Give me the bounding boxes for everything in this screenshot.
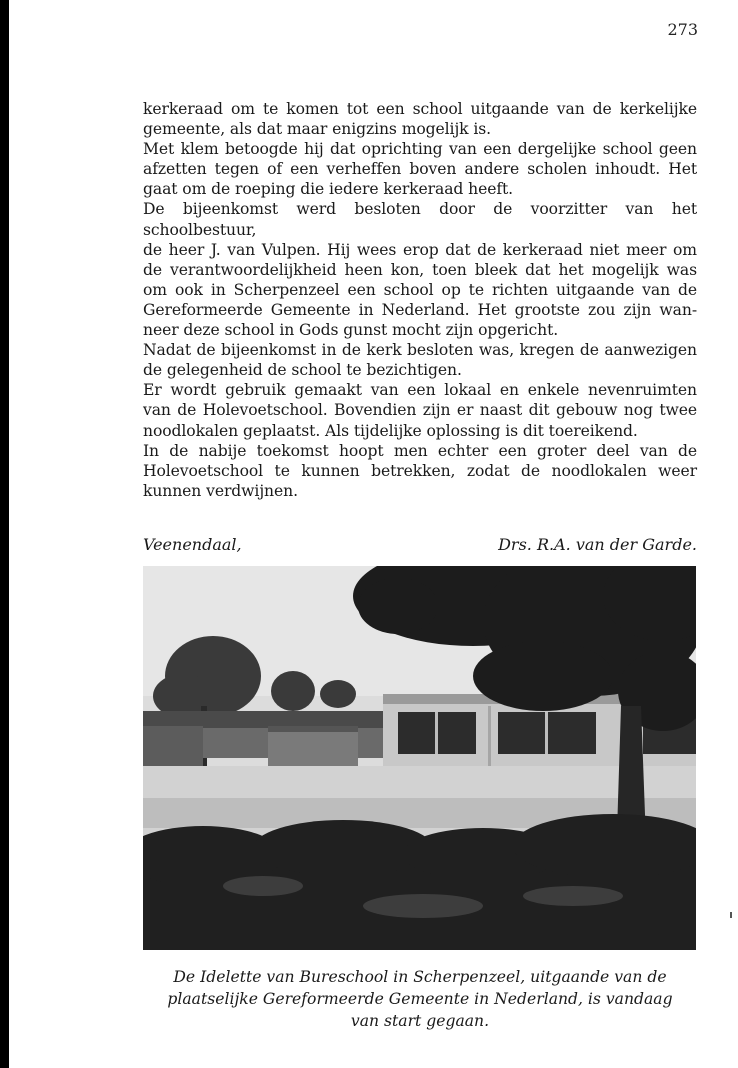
text-line: Holevoetschool te kunnen betrekken, zodat de noodlokalen weer: [143, 461, 697, 480]
page-number: 273: [667, 20, 698, 39]
text-line: noodlokalen geplaatst. Als tijdelijke oplossing is dit toereikend.: [143, 421, 638, 440]
text-line: de verantwoordelijkheid heen kon, toen bleek dat het mogelijk was: [143, 260, 697, 279]
text-line: van de Holevoetschool. Bovendien zijn er naast dit gebouw nog twee: [143, 401, 697, 420]
text-line: de gelegenheid de school te bezichtigen.: [143, 361, 462, 380]
print-mark: [730, 912, 732, 918]
article-body: [143, 99, 697, 501]
photo-caption: [143, 966, 697, 1032]
text-line: Met klem betoogde hij dat oprichting van een dergelijke school geen: [143, 140, 697, 159]
school-photo: [143, 566, 696, 950]
text-line: om ook in Scherpenzeel een school op te richten uitgaande van de: [143, 280, 697, 299]
text-line: gemeente, als dat maar enigzins mogelijk is.: [143, 120, 492, 139]
text-line: kerkeraad om te komen tot een school uitgaande van de kerkelijke: [143, 100, 697, 118]
text-line: De bijeenkomst werd besloten door de voorzitter van het schoolbestuur,: [143, 200, 697, 239]
text-line: de heer J. van Vulpen. Hij wees erop dat de kerkeraad niet meer om: [143, 240, 697, 259]
text-line: In de nabije toekomst hoopt men echter een groter deel van de: [143, 441, 697, 460]
caption-line: De Idelette van Bureschool in Scherpenzeel, uitgaande van de: [173, 968, 667, 986]
signature-author: Drs. R.A. van der Garde.: [498, 535, 697, 554]
signature-place: Veenendaal,: [143, 535, 242, 554]
text-line: Gereformeerde Gemeente in Nederland. Het grootste zou zijn wan-: [143, 300, 697, 319]
text-line: afzetten tegen of een verheffen boven andere scholen inhoudt. Het: [143, 160, 697, 179]
signature-line: [143, 535, 697, 554]
caption-line: van start gegaan.: [350, 1012, 490, 1030]
text-line: Nadat de bijeenkomst in de kerk besloten was, kregen de aanwezigen: [143, 341, 697, 360]
caption-line: plaatselijke Gereformeerde Gemeente in Nederland, is vandaag: [167, 990, 673, 1008]
text-line: gaat om de roeping die iedere kerkeraad heeft.: [143, 180, 514, 199]
text-line: kunnen verdwijnen.: [143, 481, 298, 500]
text-line: neer deze school in Gods gunst mocht zijn opgericht.: [143, 321, 559, 340]
foreground-hedge: [143, 814, 696, 950]
text-line: Er wordt gebruik gemaakt van een lokaal en enkele nevenruimten: [143, 381, 697, 400]
page-binding-edge: [0, 0, 9, 1068]
